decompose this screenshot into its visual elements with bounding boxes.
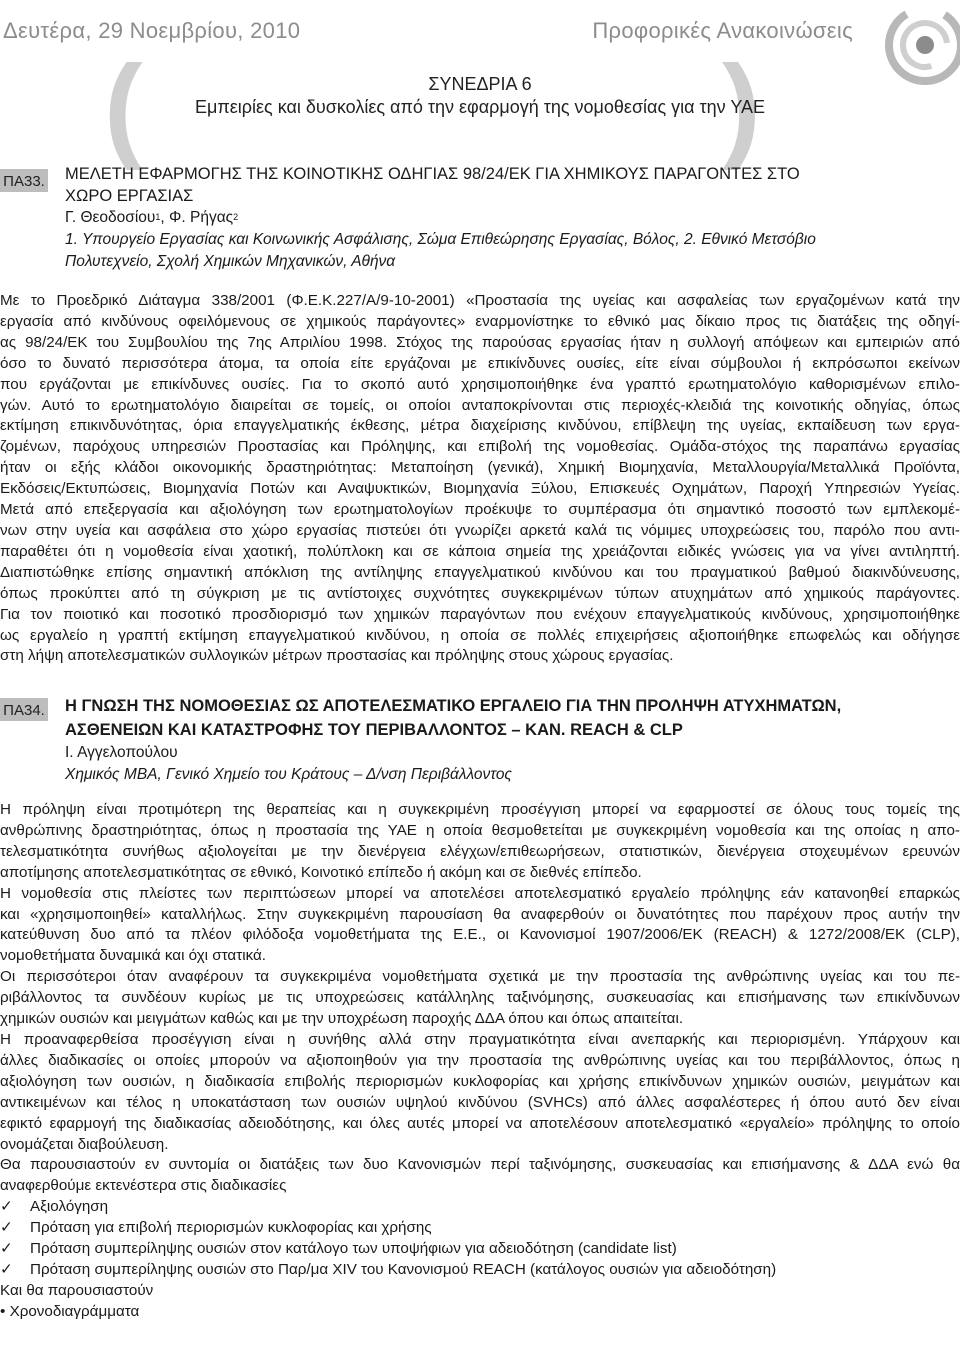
checklist-item-text: Πρόταση συμπερίληψης ουσιών στο Παρ/μα XIV του Κανονισμού REACH (κατάλογος ουσιών για αδειοδότηση) (30, 1260, 777, 1278)
body-line: Η νομοθεσία στις πλείστες των περιπτώσεων μπορεί να αποτελέσει αποτελεσματικό εργαλείο πρόληψης εάν κατανοηθεί επαρκώς (0, 884, 960, 902)
checkmark-icon: ✓ (0, 1219, 13, 1237)
body-line: ήταν οι εξής κλάδοι οικονομικής δραστηριότητας: Μεταποίηση (γενικά), Χημική Βιομηχανία, Μεταλλουργία/Μεταλλικά Προϊόντα, (0, 459, 960, 477)
body-line: εκτίμηση επικινδυνότητας, όρια επαγγελματικής έκθεσης, μέτρα διαχείρισης κινδύνου, επίβλεψη της υγείας, εκπαίδευση των εργα- (0, 417, 960, 435)
session-bracket-left-icon: ( (104, 41, 143, 171)
checklist-item-text: Πρόταση συμπερίληψης ουσιών στον κατάλογο των υποψήφιων για αδειοδότηση (candidate list) (30, 1240, 677, 1258)
body-line: Η προαναφερθείσα προσέγγιση είναι η συνήθης αλλά στην πραγματικότητα είναι ανεπαρκής και περιορισμένη. Υπάρχουν και (0, 1030, 960, 1048)
body-line: στη λήψη αποτελεσματικών συλλογικών μέτρων προστασίας και πρόληψης στους χώρους εργασίας. (0, 647, 674, 665)
abstract-title-line: Η ΓΝΩΣΗ ΤΗΣ ΝΟΜΟΘΕΣΙΑΣ ΩΣ ΑΠΟΤΕΛΕΣΜΑΤΙΚΟ ΕΡΓΑΛΕΙΟ ΓΙΑ ΤΗΝ ΠΡΟΛΗΨΗ ΑΤΥΧΗΜΑΤΩΝ, (65, 697, 842, 715)
body-line: Η πρόληψη είναι προτιμότερη της θεραπείας και η συγκεκριμένη προσέγγιση μπορεί να εφαρμοστεί σε όλους τους τομείς της (0, 801, 960, 818)
checklist-item-text: Πρόταση για επιβολή περιορισμών κυκλοφορίας και χρήσης (30, 1219, 432, 1237)
abstract-authors: Γ. Θεοδοσίου$^1$, Φ. Ρήγας$^2$ (65, 209, 239, 226)
checklist-item (0, 1218, 960, 1239)
checklist-item (0, 1197, 960, 1218)
body-line: αποτίμησης αποτελεσματικότητας σε εθνικό, Κοινοτικό επίπεδο ή ακόμη και σε διεθνές επίπεδο. (0, 863, 642, 881)
body-line: όσο το δυνατό περισσότερα άτομα, τα οποία είτε εργάζοναι με επικίνδυνες ουσίες, είτε είναι σύμβουλοι ή εκπρόσωποι εκείνων (0, 354, 960, 372)
body-line: και «χρησιμοποιηθεί» καταλλήλως. Στην συγκεκριμένη παρουσίαση θα αναφερθούν οι δυνατότητες που παρέχουν προς αυτήν την (0, 905, 960, 923)
checkmark-icon: ✓ (0, 1240, 13, 1258)
abstract-body (0, 291, 960, 667)
body-line: Εκδόσεις/Εκτυπώσεις, Βιομηχανία Ποτών και Αναψυκτικών, Βιομηχανία Ξύλου, Επισκευές Οχημάτων, Παροχή Υπηρεσιών Υγείας. (0, 480, 960, 498)
abstract-affiliations: 1. Υπουργείο Εργασίας και Κοινωνικής Ασφάλισης, Σώμα Επιθεώρησης Εργασίας, Βόλος, 2. Εθνικό Μετσόβιο Πολυτεχνείο, Σχολή Χημικών Μηχανικών, Αθήνα (65, 231, 816, 270)
body-line: εργασία από κινδύνους οφειλόμενους σε χημικούς παράγοντες» εναρμονίστηκε το εθνικό μας δίκαιο προς τις διατάξεις της οδηγί- (0, 312, 960, 330)
abstract-header (65, 694, 955, 786)
checkmark-icon: ✓ (0, 1198, 13, 1216)
session-bracket-right-icon: ) (722, 41, 761, 171)
body-line: άλλες διαδικασίες οι οποίες μπορούν να αξιοποιηθούν για την προστασία της ανθρώπινης υγείας και του περιβάλλοντος, όπως η (0, 1051, 960, 1069)
bullet-item (0, 1302, 960, 1323)
abstract-body (0, 800, 960, 1323)
body-line: Διαπιστώθηκε επίσης σημαντική απόκλιση της αντίληψης επαγγελματικού κινδύνου και του πραγματικού βαθμού διακινδύνευσης, (0, 563, 960, 581)
abstract-code: ΠΑ34. (0, 698, 48, 721)
header-date: Δευτέρα, 29 Νοεμβρίου, 2010 (3, 18, 301, 43)
body-line: αναφερθούμε εκτενέστερα στις διαδικασίες (0, 1177, 287, 1195)
abstract-author: Ι. Αγγελοπούλου (65, 744, 178, 761)
body-line: νων στην υγεία και ασφάλεια στο χώρο εργασίας πιστεύει ότι γνωρίζει αρκετά καλά τις νόμιμες υποχρεώσεις του, παρόλο που αντι- (0, 521, 960, 539)
body-line: τελεσματικότητα συνήθως αξιολογείται με την διενέργεια ελέγχων/επιθεωρήσεων, στατιστικών, διενέργεια στοχευμένων ερευνών (0, 842, 960, 860)
body-line: Θα παρουσιαστούν εν συντομία οι διατάξεις των δυο Κανονισμών περί ταξινόμησης, συσκευασίας και επισήμανσης & ΔΔΑ ενώ θα (0, 1156, 960, 1174)
body-line: παραθέτει ότι η νομοθεσία είναι χαοτική, πολύπλοκη και σε κάποια σημεία της χρειάζονται ειδικές γνώσεις για να γίνει αντιληπτή. (0, 542, 960, 560)
header-section: Προφορικές Ανακοινώσεις (592, 18, 853, 43)
body-line: Μετά από επεξεργασία και αξιολόγηση των ερωτηματολογίων προέκυψε το συμπέρασμα ότι σημαντικό ποσοστό των εμπλεκομέ- (0, 501, 960, 519)
body-line: ριβάλλοντος τα συνδέουν κυρίως με τις υποχρεώσεις κατάλληλης ταξινόμησης, συσκευασίας και επισήμανσης των επικίνδυνων (0, 989, 960, 1007)
body-line: Οι περισσότεροι όταν αναφέρουν τα συγκεκριμένα νομοθετήματα σχετικά με την προστασία της ανθρώπινης υγείας και του πε- (0, 968, 960, 986)
body-line: ανθρώπινης δραστηριότητας, όπως η προστασία της ΥΑΕ η οποία θεσμοθετείται με συγκεκριμένη νομοθεσία και της οποίας η απο- (0, 821, 960, 839)
body-line: κατεύθυνση δυο από τα πλέον φιλόδοξα νομοθετήματα της Ε.Ε., οι Κανονισμοί 1907/2006/ΕΚ (REACH) & 1272/2008/ΕΚ (CLP), (0, 926, 960, 944)
body-line: Με το Προεδρικό Διάταγμα 338/2001 (Φ.Ε.Κ.227/Α/9-10-2001) «Προστασία της υγείας και ασφαλείας των εργαζομένων κατά την (0, 292, 960, 309)
bullet-icon: • (0, 1302, 6, 1320)
body-line: που εργάζονται με επικίνδυνες ουσίες. Για το σκοπό αυτό χρησιμοποιήθηκε ένα γραπτό ερωτηματολόγιο καθορισμένων επιλο- (0, 375, 960, 393)
body-line: ας 98/24/ΕΚ του Συμβουλίου της 7ης Απριλίου 1998. Στόχος της παρούσας εργασίας ήταν η συλλογή απόψεων και εμπειριών από (0, 333, 960, 351)
bullet-item-text: Χρονοδιαγράμματα (9, 1302, 140, 1320)
body-line: ονομάζεται διαβούλευση. (0, 1135, 169, 1153)
body-line: χημικών ουσιών και μειγμάτων καθώς και με την υποχρέωση παροχής ΔΔΑ όπου και όπως απαιτείται. (0, 1010, 684, 1028)
body-line: γών. Αυτό το ερωτηματολόγιο διαιρείται σε τομείς, οι οποίοι ανταποκρίνονται στις περιοχές-κλειδιά της κοινοτικής οδηγίας, όπως (0, 396, 960, 414)
body-line: ζομένων, παρόχους υπηρεσιών Προστασίας και Πρόληψης, και επιβολή της νομοθεσίας. Ομάδα-στόχος της παραπάνω εργασίας (0, 438, 960, 456)
body-line: νομοθετήματα δυναμικά και όχι στατικά. (0, 947, 266, 965)
checklist-item (0, 1260, 960, 1281)
body-line: εφικτό εφαρμογή της διαδικασίας αδειοδότησης, και όλες αυτές μπορεί να αποτελέσουν αποτελεσματικό «εργαλείο» πρόληψης το οποίο (0, 1114, 960, 1132)
checklist-item-text: Αξιολόγηση (30, 1198, 109, 1216)
body-line: αξιολόγηση των ουσιών, η διαδικασία επιβολής περιορισμών κυκλοφορίας και χρήσης επικίνδυνων χημικών ουσιών, μειγμάτων και (0, 1072, 960, 1090)
body-line: αντικειμένων και τέλος η υποκατάσταση των ουσιών υψηλού κινδύνου (SVHCs) από άλλες ασφαλέστερες ή όπου αυτό δεν είναι (0, 1093, 960, 1111)
abstract-header (65, 163, 865, 273)
abstract-affiliation: Χημικός MBA, Γενικό Χημείο του Κράτους – Δ/νση Περιβάλλοντος (65, 766, 512, 783)
session-label: ΣΥΝΕΔΡΙΑ 6 (428, 74, 532, 94)
abstract-code: ΠΑ33. (0, 169, 48, 192)
body-line: Για τον ποιοτικό και ποσοτικό προσδιορισμό των χημικών παραγόντων που ενέχουν επαγγελματικούς κινδύνους, χρησιμοποιήθηκε (0, 605, 960, 623)
abstract-title-line: ΑΣΘΕΝΕΙΩΝ ΚΑΙ ΚΑΤΑΣΤΡΟΦΗΣ ΤΟΥ ΠΕΡΙΒΑΛΛΟΝΤΟΣ – ΚΑΝ. REACH & CLP (65, 721, 683, 739)
checklist-item (0, 1239, 960, 1260)
checkmark-icon: ✓ (0, 1260, 13, 1278)
session-title: Εμπειρίες και δυσκολίες από την εφαρμογή της νομοθεσίας για την ΥΑΕ (194, 97, 766, 117)
closing-text: Και θα παρουσιαστούν (0, 1281, 154, 1299)
abstract-title: ΜΕΛΕΤΗ ΕΦΑΡΜΟΓΗΣ ΤΗΣ ΚΟΙΝΟΤΙΚΗΣ ΟΔΗΓΙΑΣ 98/24/ΕΚ ΓΙΑ ΧΗΜΙΚΟΥΣ ΠΑΡΑΓΟΝΤΕΣ ΣΤΟ ΧΩΡΟ ΕΡΓΑΣΙΑΣ (65, 165, 800, 205)
body-line: όπως προκύπτει από τη σύγκριση με τις αντίστοιχες συχνότητες συγκεκριμένων τύπων ατυχημάτων από χημικούς παράγοντες. (0, 584, 960, 602)
body-line: ως εργαλείο η γραπτή εκτίμηση επαγγελματικού κινδύνου, η οποία σε πολλές επιχειρήσεις αξιοποιήθηκε επωφελώς και οδήγησε (0, 626, 960, 644)
